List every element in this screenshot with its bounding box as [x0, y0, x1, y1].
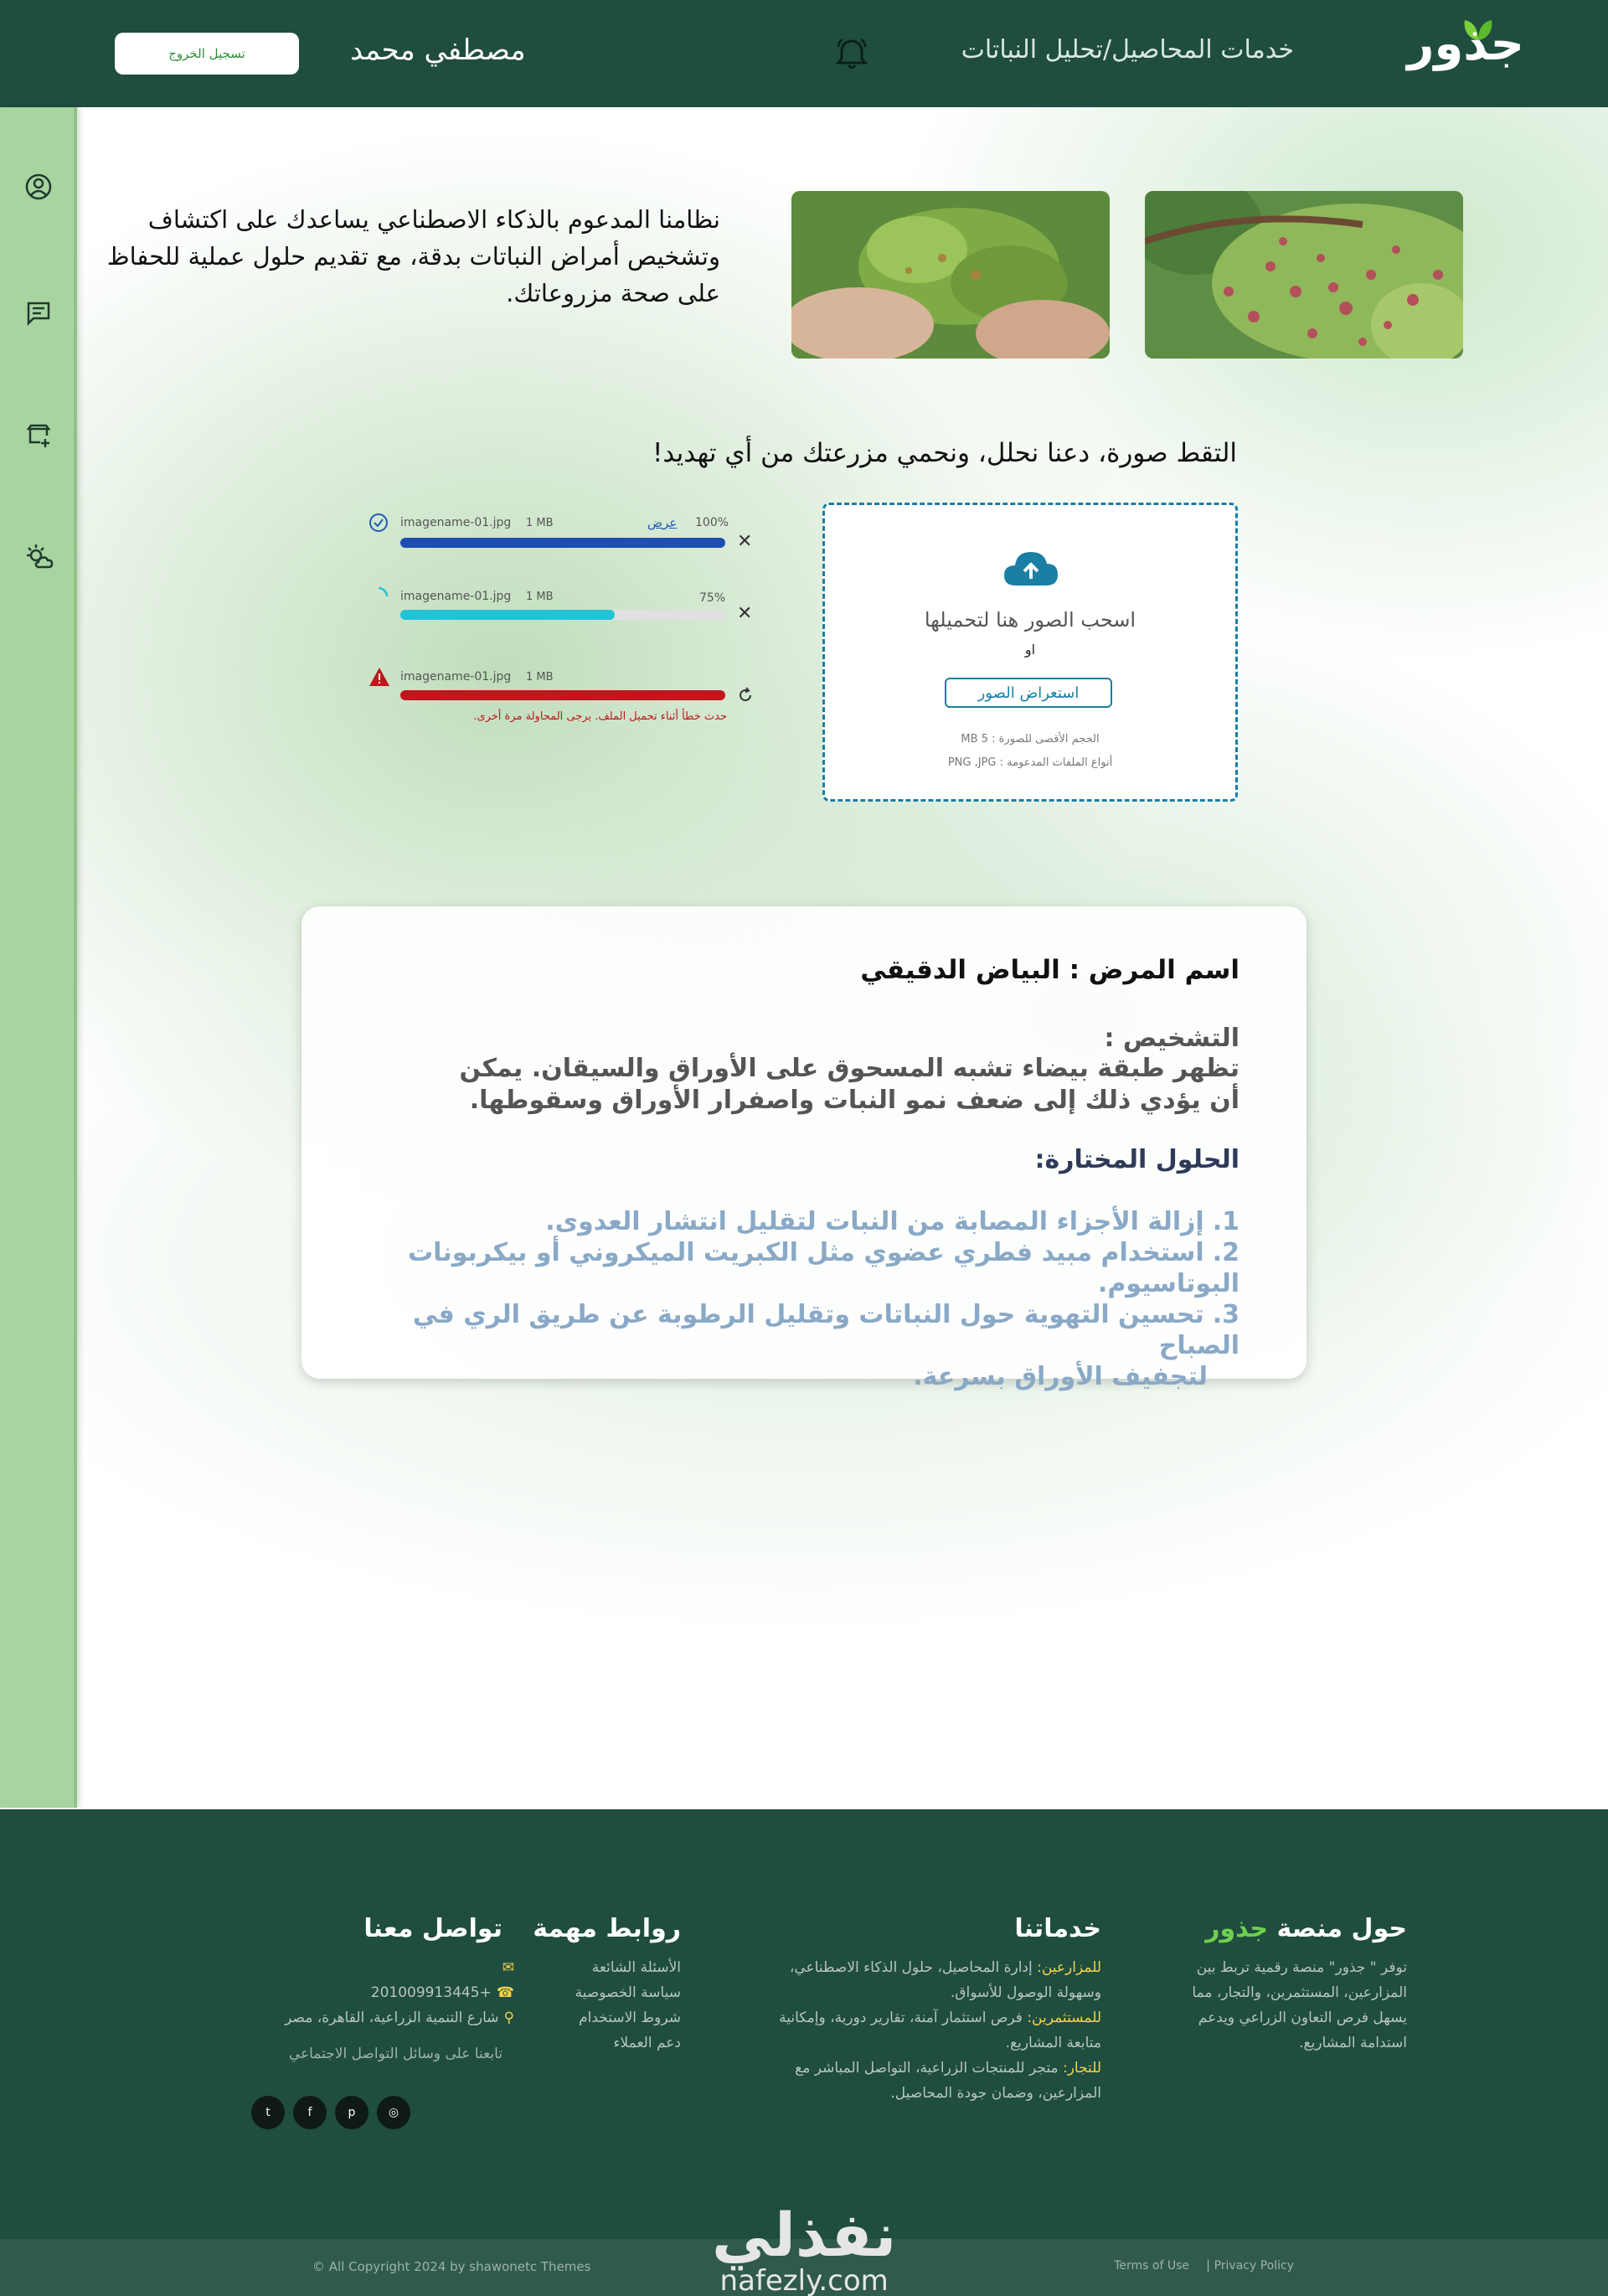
solution-text: إزالة الأجزاء المصابة من النبات لتقليل انتشار العدوى. [545, 1207, 1204, 1236]
user-name: مصطفي محمد [350, 34, 526, 67]
retry-icon[interactable] [737, 687, 754, 704]
browse-images-button[interactable]: استعراض الصور [945, 678, 1112, 708]
solution-item [335, 1206, 1240, 1237]
drag-drop-text: اسحب الصور هنا لتحميلها [924, 608, 1136, 632]
plant-in-hands-photo [791, 191, 1110, 359]
intro-text: نظامنا المدعوم بالذكاء الاصطناعي يساعدك على اكتشاف وتشخيص أمراض النباتات بدقة، مع تقديم حلول عملية للحفاظ على صحة مزروعاتك. [106, 205, 720, 307]
service-text: متجر للمنتجات الزراعية، التواصل المباشر مع المزارعين، وضمان جودة المحاصيل. [795, 2060, 1101, 2102]
footer-about [1181, 1914, 1407, 2056]
solutions-label: الحلول المختارة: [1034, 1145, 1240, 1174]
cart-add-icon[interactable] [23, 421, 54, 451]
about-title-prefix: حول منصة [1276, 1914, 1407, 1943]
privacy-policy-link[interactable]: سياسة الخصوصية [575, 1984, 681, 2001]
cloud-upload-icon [1001, 547, 1061, 589]
privacy-policy-link[interactable]: Privacy Policy [1214, 2259, 1294, 2273]
upload-percent: 75% [699, 591, 726, 605]
about-text: توفر " جذور" منصة رقمية تربط بين المزارعين، المستثمرين، والتجار، مما يسهل فرص التعاون الزراعي ويدعم استدامة المشاريع. [1192, 1959, 1407, 2051]
upload-tagline: التقط صورة، دعنا نحلل، ونحمي مزرعتك من أي تهديد! [652, 438, 1237, 468]
solution-item [335, 1299, 1240, 1392]
contact-phone[interactable] [201, 1980, 514, 2005]
upload-progress-bar [400, 690, 725, 700]
footer-links [497, 1914, 681, 2056]
solutions-list [335, 1206, 1240, 1392]
disease-name-line [860, 955, 1240, 985]
footer-services [766, 1914, 1101, 2106]
copyright-text: © All Copyright 2024 by shawonetc Themes [312, 2259, 591, 2274]
service-item [766, 2005, 1101, 2056]
footer-about-title [1181, 1914, 1407, 1943]
watermark [712, 2200, 897, 2296]
social-label: تابعنا على وسائل التواصل الاجتماعي [288, 2046, 502, 2062]
service-label: للتجار: [1062, 2060, 1101, 2077]
faq-link[interactable]: الأسئلة الشائعة [591, 1959, 681, 1976]
upload-file-size: 1 MB [526, 671, 554, 684]
phone-number: +201009913445 [370, 1984, 492, 2001]
disease-label: اسم المرض : [1069, 955, 1240, 985]
solution-text: استخدام مبيد فطري عضوي مثل الكبريت الميكروني أو بيكربونات البوتاسيوم. [408, 1238, 1240, 1298]
watermark-logo-text: نفذلي [712, 2200, 897, 2270]
upload-progress-track [400, 538, 725, 548]
warning-icon [368, 667, 390, 687]
remove-upload-icon[interactable]: ✕ [737, 531, 753, 552]
service-label: للمستثمرين: [1027, 2010, 1101, 2026]
upload-file-name: imagename-01.jpg [400, 590, 512, 603]
upload-file-name: imagename-01.jpg [400, 516, 512, 529]
phone-icon: ☎ [496, 1984, 514, 2001]
upload-progress-bar [400, 610, 615, 620]
disease-name: البياض الدقيقي [860, 955, 1060, 985]
upload-file-name: imagename-01.jpg [400, 670, 512, 684]
terms-of-use-link[interactable]: Terms of Use [1114, 2259, 1189, 2273]
about-brand: جذور [1205, 1914, 1269, 1943]
solution-item [335, 1237, 1240, 1299]
upload-progress-bar [400, 538, 725, 548]
contact-title: تواصل معنا [363, 1914, 502, 1943]
diagnosis-label: التشخيص : [1104, 1024, 1240, 1053]
upload-dropzone[interactable] [822, 503, 1238, 802]
solution-number: 1. [1212, 1207, 1240, 1236]
user-icon[interactable] [23, 172, 54, 202]
service-text: فرص استثمار آمنة، تقارير دورية، وإمكانية متابعة المشاريع. [779, 2010, 1101, 2051]
sidebar [0, 107, 77, 1808]
solution-number: 2. [1212, 1238, 1240, 1267]
email-icon: ✉ [502, 1959, 514, 1976]
or-text: او [1024, 642, 1036, 658]
solution-text: تحسين التهوية حول النباتات وتقليل الرطوبة عن طريق الري في الصباح [412, 1300, 1240, 1360]
facebook-icon[interactable]: f [293, 2096, 327, 2129]
upload-file-size: 1 MB [526, 591, 554, 603]
diseased-leaf-photo [1145, 191, 1463, 359]
twitter-icon[interactable]: t [251, 2096, 285, 2129]
loading-spinner-icon [368, 586, 389, 606]
service-item [766, 1955, 1101, 2005]
logout-button[interactable]: تسجيل الخروج [115, 33, 299, 75]
upload-error-message: حدث خطأ أثناء تحميل الملف. يرجى المحاولة مرة أخرى. [473, 710, 727, 723]
links-title: روابط مهمة [533, 1914, 681, 1943]
diagnosis-result-card [302, 906, 1306, 1391]
notification-bell-icon[interactable] [834, 37, 869, 70]
address-text: شارع التنمية الزراعية، القاهرة، مصر [285, 2010, 499, 2026]
footer-separator: | [1205, 2257, 1210, 2273]
breadcrumb[interactable]: خدمات المحاصيل/تحليل النباتات [961, 35, 1294, 64]
watermark-url: nafezly.com [719, 2264, 889, 2296]
contact-email[interactable] [201, 1955, 514, 1980]
top-header [0, 0, 1608, 107]
services-title: خدماتنا [1014, 1914, 1101, 1943]
service-label: للمزارعين: [1037, 1959, 1101, 1976]
service-item [766, 2056, 1101, 2106]
diagnosis-text: تظهر طبقة بيضاء تشبه المسحوق على الأوراق والسيقان. يمكن أن يؤدي ذلك إلى ضعف نمو النبات واصفرار الأوراق وسقوطها. [459, 1054, 1240, 1115]
weather-icon[interactable] [23, 542, 54, 572]
upload-file-size: 1 MB [526, 517, 554, 529]
instagram-icon[interactable]: ◎ [377, 2096, 410, 2129]
terms-link[interactable]: شروط الاستخدام [579, 2010, 681, 2026]
customer-support-link[interactable]: دعم العملاء [613, 2035, 681, 2051]
service-text: إدارة المحاصيل، حلول الذكاء الاصطناعي، وسهولة الوصول للأسواق. [789, 1959, 1101, 2001]
site-logo[interactable]: جذور [1407, 17, 1524, 71]
social-links [251, 2096, 410, 2129]
view-link[interactable]: عرض [647, 515, 678, 530]
contact-address [201, 2005, 514, 2030]
solution-text-continued: لتجفيف الأوراق بسرعة. [913, 1362, 1208, 1391]
upload-percent: 100% [695, 516, 729, 529]
chat-icon[interactable] [23, 297, 54, 328]
max-size-text: الحجم الأقصى للصورة : 5 MB [961, 733, 1100, 746]
location-pin-icon: ⚲ [503, 2010, 514, 2026]
solution-number: 3. [1212, 1300, 1240, 1329]
pinterest-icon[interactable]: p [335, 2096, 368, 2129]
upload-progress-track [400, 610, 725, 620]
file-types-text: أنواع الملفات المدعومة : PNG ,JPG [947, 756, 1113, 769]
check-circle-icon [368, 513, 389, 533]
upload-progress-track [400, 690, 725, 700]
footer-contact [201, 1914, 514, 2062]
remove-upload-icon[interactable]: ✕ [737, 603, 753, 624]
